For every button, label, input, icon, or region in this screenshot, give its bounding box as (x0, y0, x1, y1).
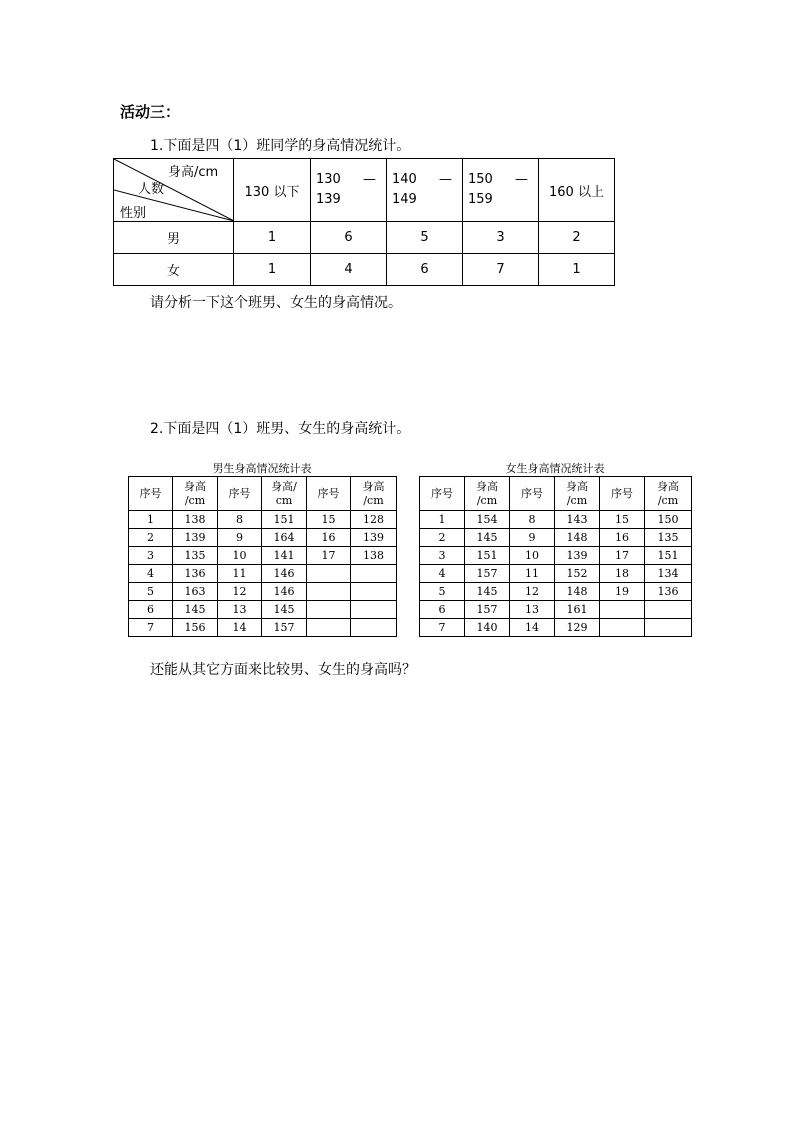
height-cell: 134 (645, 565, 692, 583)
question-2-prompt: 还能从其它方面来比较男、女生的身高吗？ (150, 662, 416, 678)
table-row (420, 601, 692, 619)
index-cell: 5 (420, 583, 465, 601)
index-cell: 14 (218, 619, 262, 637)
height-cell: 141 (262, 547, 307, 565)
count-cell: 3 (463, 222, 539, 254)
height-cell (351, 565, 397, 583)
index-cell: 16 (600, 529, 645, 547)
height-cell: 146 (262, 565, 307, 583)
height-cell (351, 619, 397, 637)
count-cell: 4 (311, 254, 387, 286)
index-cell: 14 (510, 619, 555, 637)
index-cell: 16 (307, 529, 351, 547)
index-cell: 9 (218, 529, 262, 547)
height-cell: 163 (173, 583, 218, 601)
index-cell: 5 (129, 583, 173, 601)
height-cell: 145 (465, 583, 510, 601)
index-cell (600, 601, 645, 619)
table-row (129, 565, 397, 583)
height-cell: 138 (173, 511, 218, 529)
index-cell: 8 (218, 511, 262, 529)
count-cell: 2 (539, 222, 615, 254)
table-row (129, 511, 397, 529)
table-row (420, 619, 692, 637)
table-row (420, 511, 692, 529)
height-cell: 157 (465, 565, 510, 583)
height-cell: 151 (645, 547, 692, 565)
girls-height-table (419, 476, 692, 637)
table-row (129, 619, 397, 637)
index-cell (307, 565, 351, 583)
boys-height-table (128, 476, 397, 637)
index-cell: 6 (420, 601, 465, 619)
diagonal-header-cell (114, 159, 234, 222)
index-cell: 6 (129, 601, 173, 619)
index-cell: 8 (510, 511, 555, 529)
index-cell: 15 (600, 511, 645, 529)
boys-table-caption: 男生身高情况统计表 (212, 462, 312, 475)
corner-label-count: 人数 (138, 182, 165, 197)
height-cell: 140 (465, 619, 510, 637)
height-cell: 161 (555, 601, 600, 619)
gender-label: 女 (114, 254, 234, 286)
range-header: 140 — 149 (387, 159, 463, 222)
index-cell: 13 (218, 601, 262, 619)
index-cell: 4 (420, 565, 465, 583)
height-cell: 135 (645, 529, 692, 547)
column-header: 序号 (510, 477, 555, 511)
height-cell: 139 (173, 529, 218, 547)
table-row (129, 547, 397, 565)
column-header: 身高 /cm (173, 477, 218, 511)
index-cell: 19 (600, 583, 645, 601)
range-header: 130 — 139 (311, 159, 387, 222)
column-header: 序号 (420, 477, 465, 511)
index-cell: 13 (510, 601, 555, 619)
table-row (420, 529, 692, 547)
index-cell: 10 (218, 547, 262, 565)
section-heading: 活动三： (120, 103, 181, 121)
index-cell: 1 (420, 511, 465, 529)
height-cell: 128 (351, 511, 397, 529)
column-header: 序号 (218, 477, 262, 511)
column-header: 身高/ cm (262, 477, 307, 511)
index-cell: 2 (129, 529, 173, 547)
column-header: 序号 (600, 477, 645, 511)
index-cell: 17 (307, 547, 351, 565)
height-cell (645, 619, 692, 637)
index-cell: 12 (510, 583, 555, 601)
height-cell: 154 (465, 511, 510, 529)
index-cell (600, 619, 645, 637)
height-cell: 164 (262, 529, 307, 547)
table-row (114, 222, 615, 254)
table-row (114, 254, 615, 286)
index-cell: 7 (420, 619, 465, 637)
height-cell: 136 (645, 583, 692, 601)
index-cell: 18 (600, 565, 645, 583)
height-cell: 146 (262, 583, 307, 601)
count-cell: 7 (463, 254, 539, 286)
height-cell: 145 (262, 601, 307, 619)
count-cell: 5 (387, 222, 463, 254)
index-cell: 3 (420, 547, 465, 565)
corner-label-height: 身高/cm (168, 165, 219, 180)
height-cell: 135 (173, 547, 218, 565)
height-cell: 152 (555, 565, 600, 583)
column-header: 身高 /cm (351, 477, 397, 511)
height-cell: 138 (351, 547, 397, 565)
height-cell: 136 (173, 565, 218, 583)
height-cell (351, 601, 397, 619)
index-cell: 12 (218, 583, 262, 601)
height-cell: 151 (262, 511, 307, 529)
table-row (420, 565, 692, 583)
column-header: 身高 /cm (555, 477, 600, 511)
column-header: 序号 (129, 477, 173, 511)
column-header: 序号 (307, 477, 351, 511)
range-header: 150 — 159 (463, 159, 539, 222)
range-header: 160 以上 (539, 159, 615, 222)
column-header: 身高 /cm (645, 477, 692, 511)
height-cell: 156 (173, 619, 218, 637)
count-cell: 6 (311, 222, 387, 254)
index-cell: 4 (129, 565, 173, 583)
height-cell: 139 (555, 547, 600, 565)
index-cell (307, 601, 351, 619)
index-cell (307, 583, 351, 601)
index-cell: 1 (129, 511, 173, 529)
class-height-summary-table (113, 158, 615, 286)
index-cell (307, 619, 351, 637)
height-cell: 143 (555, 511, 600, 529)
height-cell: 148 (555, 583, 600, 601)
index-cell: 9 (510, 529, 555, 547)
index-cell: 11 (218, 565, 262, 583)
girls-table-caption: 女生身高情况统计表 (505, 462, 605, 475)
height-cell: 145 (173, 601, 218, 619)
index-cell: 3 (129, 547, 173, 565)
height-cell: 148 (555, 529, 600, 547)
height-cell: 150 (645, 511, 692, 529)
table-row (129, 529, 397, 547)
count-cell: 1 (234, 222, 311, 254)
table-row (420, 583, 692, 601)
table-row (129, 583, 397, 601)
height-cell: 145 (465, 529, 510, 547)
count-cell: 6 (387, 254, 463, 286)
index-cell: 15 (307, 511, 351, 529)
question-2-title: 2.下面是四（1）班男、女生的身高统计。 (150, 421, 411, 437)
height-cell: 129 (555, 619, 600, 637)
corner-label-gender: 性别 (120, 206, 147, 221)
height-cell: 139 (351, 529, 397, 547)
index-cell: 17 (600, 547, 645, 565)
index-cell: 2 (420, 529, 465, 547)
column-header: 身高 /cm (465, 477, 510, 511)
gender-label: 男 (114, 222, 234, 254)
range-header: 130 以下 (234, 159, 311, 222)
table-row (129, 601, 397, 619)
table-row (420, 547, 692, 565)
height-cell: 151 (465, 547, 510, 565)
question-1-prompt: 请分析一下这个班男、女生的身高情况。 (150, 295, 402, 311)
question-1-title: 1.下面是四（1）班同学的身高情况统计。 (150, 138, 411, 154)
index-cell: 7 (129, 619, 173, 637)
count-cell: 1 (234, 254, 311, 286)
height-cell (645, 601, 692, 619)
height-cell (351, 583, 397, 601)
height-cell: 157 (262, 619, 307, 637)
index-cell: 11 (510, 565, 555, 583)
height-cell: 157 (465, 601, 510, 619)
count-cell: 1 (539, 254, 615, 286)
index-cell: 10 (510, 547, 555, 565)
